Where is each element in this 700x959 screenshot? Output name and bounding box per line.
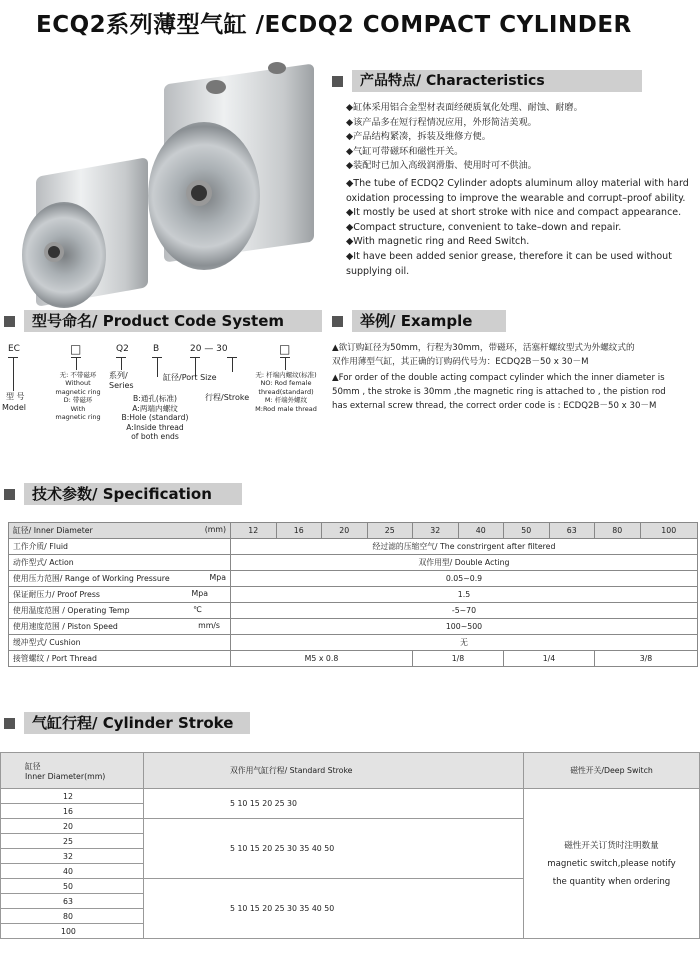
spec-row-pressure: 使用压力范围/ Range of Working Pressure Mpa 0.05~0.9 xyxy=(9,571,698,587)
diameter-63: 63 xyxy=(549,523,595,539)
example-en-2: 50mm , the stroke is 30mm ,the magnetic ring is attached to , the pistion rod xyxy=(332,387,666,397)
feature-cn-5: ◆装配时已加入高级润滑脂、使用时可不供油。 xyxy=(346,160,537,172)
stroke-label: 行程/Stroke xyxy=(205,393,250,402)
diameter-50: 50 xyxy=(504,523,550,539)
diameter-32: 32 xyxy=(413,523,459,539)
deep-switch-note: 磁性开关订货时注明数量 magnetic switch,please notify the quantity when ordering xyxy=(524,789,700,939)
stroke-col1-en: Inner Diameter(mm) xyxy=(25,771,106,781)
feature-en-4: ◆With magnetic ring and Reed Switch. xyxy=(346,236,530,248)
page-title: ECQ2系列薄型气缸 /ECDQ2 COMPACT CYLINDER xyxy=(36,12,632,38)
port-hole-icon xyxy=(206,80,226,94)
magnet-options: 无: 不带磁环 Without magnetic ring D: 带磁环 With magnetic ring xyxy=(55,371,101,422)
code-q2: Q2 xyxy=(116,344,129,354)
spec-row-port-thread: 接管螺纹 / Port Thread M5 x 0.8 1/8 1/4 3/8 xyxy=(9,651,698,667)
example-en-1: ▲For order of the double acting compact cylinder which the inner diameter is xyxy=(332,373,665,383)
small-cylinder-face xyxy=(22,202,106,308)
feature-en-5: ◆It have been added senior grease, therefore it can be used without xyxy=(346,250,672,262)
cylinder-illustration xyxy=(16,52,322,302)
example-cn-1: ▲欲订购缸径为50mm，行程为30mm，带磁环，活塞杆螺纹型式为外螺纹式的 xyxy=(332,343,635,353)
product-code-heading: 型号命名/ Product Code System xyxy=(4,310,322,332)
code-box-magnet: □ xyxy=(70,342,82,356)
stroke-col1-cn: 缸径 xyxy=(25,761,41,771)
stroke-col2: 双作用气缸行程/ Standard Stroke xyxy=(144,753,524,789)
piston-rod-icon xyxy=(44,242,64,262)
diameter-12: 12 xyxy=(231,523,277,539)
model-cn: 型 号 xyxy=(6,392,25,401)
spec-header-label: 缸径/ Inner Diameter xyxy=(13,526,93,535)
port-size-label: 缸径/Port Size xyxy=(163,373,217,382)
example-cn-2: 双作用薄型气缸，其正确的订购码代号为：ECDQ2B－50 x 30－M xyxy=(332,357,589,367)
mount-options: B:通孔(标准) A:两端内螺纹 B:Hole (standard) A:Inside thread of both ends xyxy=(121,394,189,442)
code-ec: EC xyxy=(8,344,20,354)
spec-row-cushion: 缓冲型式/ Cushion 无 xyxy=(9,635,698,651)
spec-row-proof: 保证耐压力/ Proof Press Mpa 1.5 xyxy=(9,587,698,603)
stroke-col3: 磁性开关/Deep Switch xyxy=(524,753,700,789)
feature-en-2: ◆It mostly be used at short stroke with nice and compact appearance. xyxy=(346,207,682,219)
code-b: B xyxy=(153,344,160,354)
feature-cn-2: ◆该产品多在短行程情况应用，外形简洁美观。 xyxy=(346,116,537,128)
feature-en-1b: oxidation processing to improve the wearable and corrupt–proof ability. xyxy=(346,192,686,204)
stroke-table: 缸径 Inner Diameter(mm) 双作用气缸行程/ Standard Stroke 磁性开关/Deep Switch 12 5 10 15 20 25 30 磁性开关订货时注明数量 magnetic switch,please notify the quantity when ordering 16 20 5 10 15 20 25 30 35 40 50 25 32 40 50 5 10 15 20 25 30 35 40 50 63 80 100 xyxy=(0,752,700,939)
stroke-values-20-40: 5 10 15 20 25 30 35 40 50 xyxy=(144,819,524,879)
diameter-20: 20 xyxy=(322,523,368,539)
diameter-25: 25 xyxy=(367,523,413,539)
example-text xyxy=(332,341,698,413)
diameter-16: 16 xyxy=(276,523,322,539)
code-box-rod: □ xyxy=(279,342,291,356)
code-size-stroke: 20 — 30 xyxy=(190,344,228,354)
product-code-diagram xyxy=(0,340,330,460)
stroke-values-50-100: 5 10 15 20 25 30 35 40 50 xyxy=(144,879,524,939)
diameter-40: 40 xyxy=(458,523,504,539)
diameter-100: 100 xyxy=(640,523,698,539)
feature-en-1: ◆The tube of ECDQ2 Cylinder adopts aluminum alloy material with hard xyxy=(346,177,689,189)
spec-row-fluid: 工作介质/ Fluid 经过滤的压缩空气/ The constrirgent after filtered xyxy=(9,539,698,555)
example-en-3: has external screw thread, the correct order code is : ECDQ2B－50 x 30－M xyxy=(332,401,657,411)
stroke-values-12-16: 5 10 15 20 25 30 xyxy=(144,789,524,819)
feature-cn-4: ◆气缸可带磁环和磁性开关。 xyxy=(346,145,464,157)
stroke-heading: 气缸行程/ Cylinder Stroke xyxy=(4,712,250,734)
specification-heading: 技术参数/ Specification xyxy=(4,483,242,505)
feature-cn-3: ◆产品结构紧凑，拆装及维修方便。 xyxy=(346,131,491,143)
feature-en-5b: supplying oil. xyxy=(346,265,410,277)
characteristics-list xyxy=(346,101,696,279)
model-en: Model xyxy=(2,403,27,412)
spec-row-speed: 使用速度范围 / Piston Speed mm/s 100~500 xyxy=(9,619,698,635)
feature-en-3: ◆Compact structure, convenient to take–down and repair. xyxy=(346,221,622,233)
spec-row-temp: 使用温度范围 / Operating Temp ℃ -5~70 xyxy=(9,603,698,619)
characteristics-heading: 产品特点/ Characteristics xyxy=(332,70,642,92)
piston-rod-icon xyxy=(186,180,212,206)
port-hole-icon xyxy=(268,62,286,74)
example-heading: 举例/ Example xyxy=(332,310,506,332)
spec-row-action: 动作型式/ Action 双作用型/ Double Acting xyxy=(9,555,698,571)
diameter-80: 80 xyxy=(595,523,641,539)
feature-cn-1: ◆缸体采用铝合金型材表面经硬质氧化处理、耐蚀、耐磨。 xyxy=(346,102,583,113)
rod-options: 无: 杆端内螺纹(标准) NO: Rod female thread(standard) M: 杆端外螺纹 M:Rod male thread xyxy=(255,371,317,413)
series-label: 系列/ Series xyxy=(109,371,134,390)
spec-header-unit: (mm) xyxy=(204,525,226,534)
specification-table xyxy=(8,522,698,667)
